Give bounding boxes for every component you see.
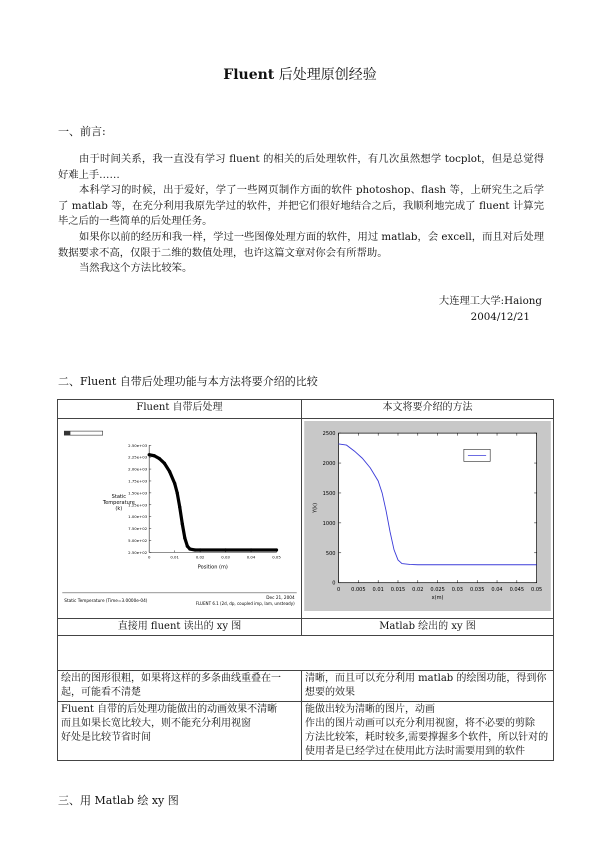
x-tick-label: 0.05	[272, 554, 281, 560]
x-tick-label: 0.01	[372, 586, 384, 593]
caption-left: 直接用 fluent 读出的 xy 图	[58, 619, 302, 636]
x-tick-label: 0.03	[451, 586, 464, 593]
x-tick-label: 0	[147, 554, 151, 560]
x-tick-label: 0.005	[351, 586, 366, 593]
x-tick-label: 0.015	[390, 586, 406, 593]
data-point	[181, 522, 184, 525]
row1-right: 清晰，而且可以充分利用 matlab 的绘图功能，得到你想要的效果	[302, 671, 554, 702]
data-line	[149, 455, 276, 550]
y-tick-label: 7.50e+02	[128, 526, 148, 532]
comparison-table	[57, 399, 554, 761]
row2-right	[302, 702, 554, 761]
data-point	[193, 548, 196, 551]
row2-left	[58, 702, 302, 761]
footer-info: FLUENT 6.1 (2d, dp, coupled imp, lam, unsteady)	[195, 600, 295, 606]
caption-right: Matlab 绘出的 xy 图	[302, 619, 554, 636]
date: 2004/12/21	[470, 311, 530, 323]
row2-right-line: 作出的图片动画可以充分利用视窗，将不必要的剪除	[305, 718, 535, 729]
section1-body	[58, 152, 544, 277]
y-tick-label: 1000	[322, 520, 336, 527]
x-tick-label: 0.045	[509, 586, 525, 593]
row2-left-line: 而且如果长宽比较大，则不能充分利用视窗	[61, 718, 251, 729]
y-tick-label: 2.25e+03	[128, 454, 148, 460]
footer-date: Dec 21, 2004	[266, 594, 295, 600]
fluent-figure-cell	[58, 419, 302, 619]
section3-heading: 三、用 Matlab 绘 xy 图	[58, 794, 179, 807]
data-point	[153, 454, 156, 457]
x-tick-label: 0.04	[491, 586, 503, 593]
data-point	[186, 545, 189, 548]
data-point	[148, 453, 151, 456]
document-title	[0, 64, 600, 84]
y-tick-label: 1.25e+03	[128, 502, 148, 508]
axes-box	[339, 433, 537, 583]
row2-right-line: 能做出较为清晰的图片，动画	[305, 704, 435, 715]
y-tick-label: 2000	[322, 461, 336, 468]
y-tick-label: 2.50e+03	[128, 442, 148, 448]
matlab-figure-cell	[302, 419, 554, 619]
fluent-chart	[60, 421, 299, 611]
data-point	[173, 482, 176, 485]
data-point	[176, 491, 179, 494]
y-tick-label: 2.00e+03	[128, 466, 148, 472]
x-axis-label: x(m)	[431, 594, 444, 601]
y-axis-label: Static Temperature (k)	[102, 493, 135, 512]
data-point	[183, 536, 186, 539]
x-tick-label: 0.035	[469, 586, 485, 593]
y-tick-label: 2500	[322, 431, 336, 438]
author: 大连理工大学:Haiong	[438, 295, 542, 307]
y-axis-label: Y(k)	[312, 502, 319, 513]
x-tick-label: 0	[336, 586, 341, 593]
x-tick-label: 0.03	[221, 554, 230, 560]
data-point	[198, 548, 201, 551]
empty-row	[58, 636, 554, 671]
legend-swatch	[64, 431, 70, 435]
section2-heading: 二、Fluent 自带后处理功能与本方法将要介绍的比较	[58, 375, 318, 388]
paragraph: 当然我这个方法比较笨。	[79, 262, 193, 275]
col-header-left: Fluent 自带后处理	[58, 400, 302, 419]
paragraph: 本科学习的时候，出于爱好，学了一些网页制作方面的软件 photoshop、flash 等，上研究生之后学了 matlab 等，在充分利用我原先学过的软件，并把它们很好地结合之后，我顺利地完成了 fluent 计算完毕之后的一些简单的后处理任务。	[58, 184, 544, 228]
matlab-plot-area	[312, 431, 542, 601]
footer-left: Static Temperature (Time=3.0000e-04)	[64, 597, 148, 603]
x-axis-label: Position (m)	[197, 564, 228, 571]
y-tick-label: 1.00e+03	[128, 514, 148, 520]
row1-left: 绘出的图形很粗，如果将这样的多条曲线重叠在一起，可能看不清楚	[58, 671, 302, 702]
data-point	[188, 547, 191, 550]
y-tick-label: 1500	[322, 490, 336, 497]
title-bold: Fluent	[223, 67, 275, 83]
data-point	[275, 548, 278, 551]
matlab-chart	[304, 421, 551, 611]
x-tick-label: 0.02	[195, 554, 205, 560]
col-header-right: 本文将要介绍的方法	[302, 400, 554, 419]
y-tick-label: 2.50e+02	[128, 549, 148, 555]
data-point	[249, 548, 252, 551]
signature-block	[439, 293, 542, 325]
data-point	[163, 462, 166, 465]
title-rest: 后处理原创经验	[274, 67, 377, 83]
data-point	[178, 506, 181, 509]
y-tick-label: 5.00e+02	[128, 537, 148, 543]
row2-right-line: 方法比较笨，耗时较多,需要撑握多个软件，所以针对的使用者是已经学过在使用此方法时需要用到的软件	[305, 732, 549, 757]
y-tick-label: 500	[325, 550, 336, 557]
paragraph: 如果你以前的经历和我一样，学过一些图像处理方面的软件，用过 matlab，会 excell，而且对后处理数据要求不高，仅限于二维的数值处理，也许这篇文章对你会有所帮助。	[58, 230, 544, 259]
paragraph: 由于时间关系，我一直没有学习 fluent 的相关的后处理软件，有几次虽然想学 tocplot，但是总觉得好难上手……	[58, 153, 544, 181]
y-tick-label: 1.50e+03	[128, 490, 148, 496]
x-tick-label: 0.02	[412, 586, 424, 593]
x-tick-label: 0.01	[170, 554, 179, 560]
row2-left-line: 好处是比较节省时间	[61, 732, 151, 743]
y-tick-label: 1.75e+03	[128, 478, 148, 484]
fluent-plot-area	[102, 443, 281, 571]
data-point	[158, 457, 161, 460]
y-tick-label: 0	[332, 580, 336, 587]
x-tick-label: 0.025	[430, 586, 445, 593]
data-point	[224, 548, 227, 551]
x-tick-label: 0.04	[246, 554, 256, 560]
data-point	[168, 470, 171, 473]
x-tick-label: 0.05	[531, 586, 543, 593]
section1-heading: 一、前言:	[58, 125, 106, 138]
row2-left-line: Fluent 自带的后处理功能做出的动画效果不清晰	[61, 704, 278, 715]
